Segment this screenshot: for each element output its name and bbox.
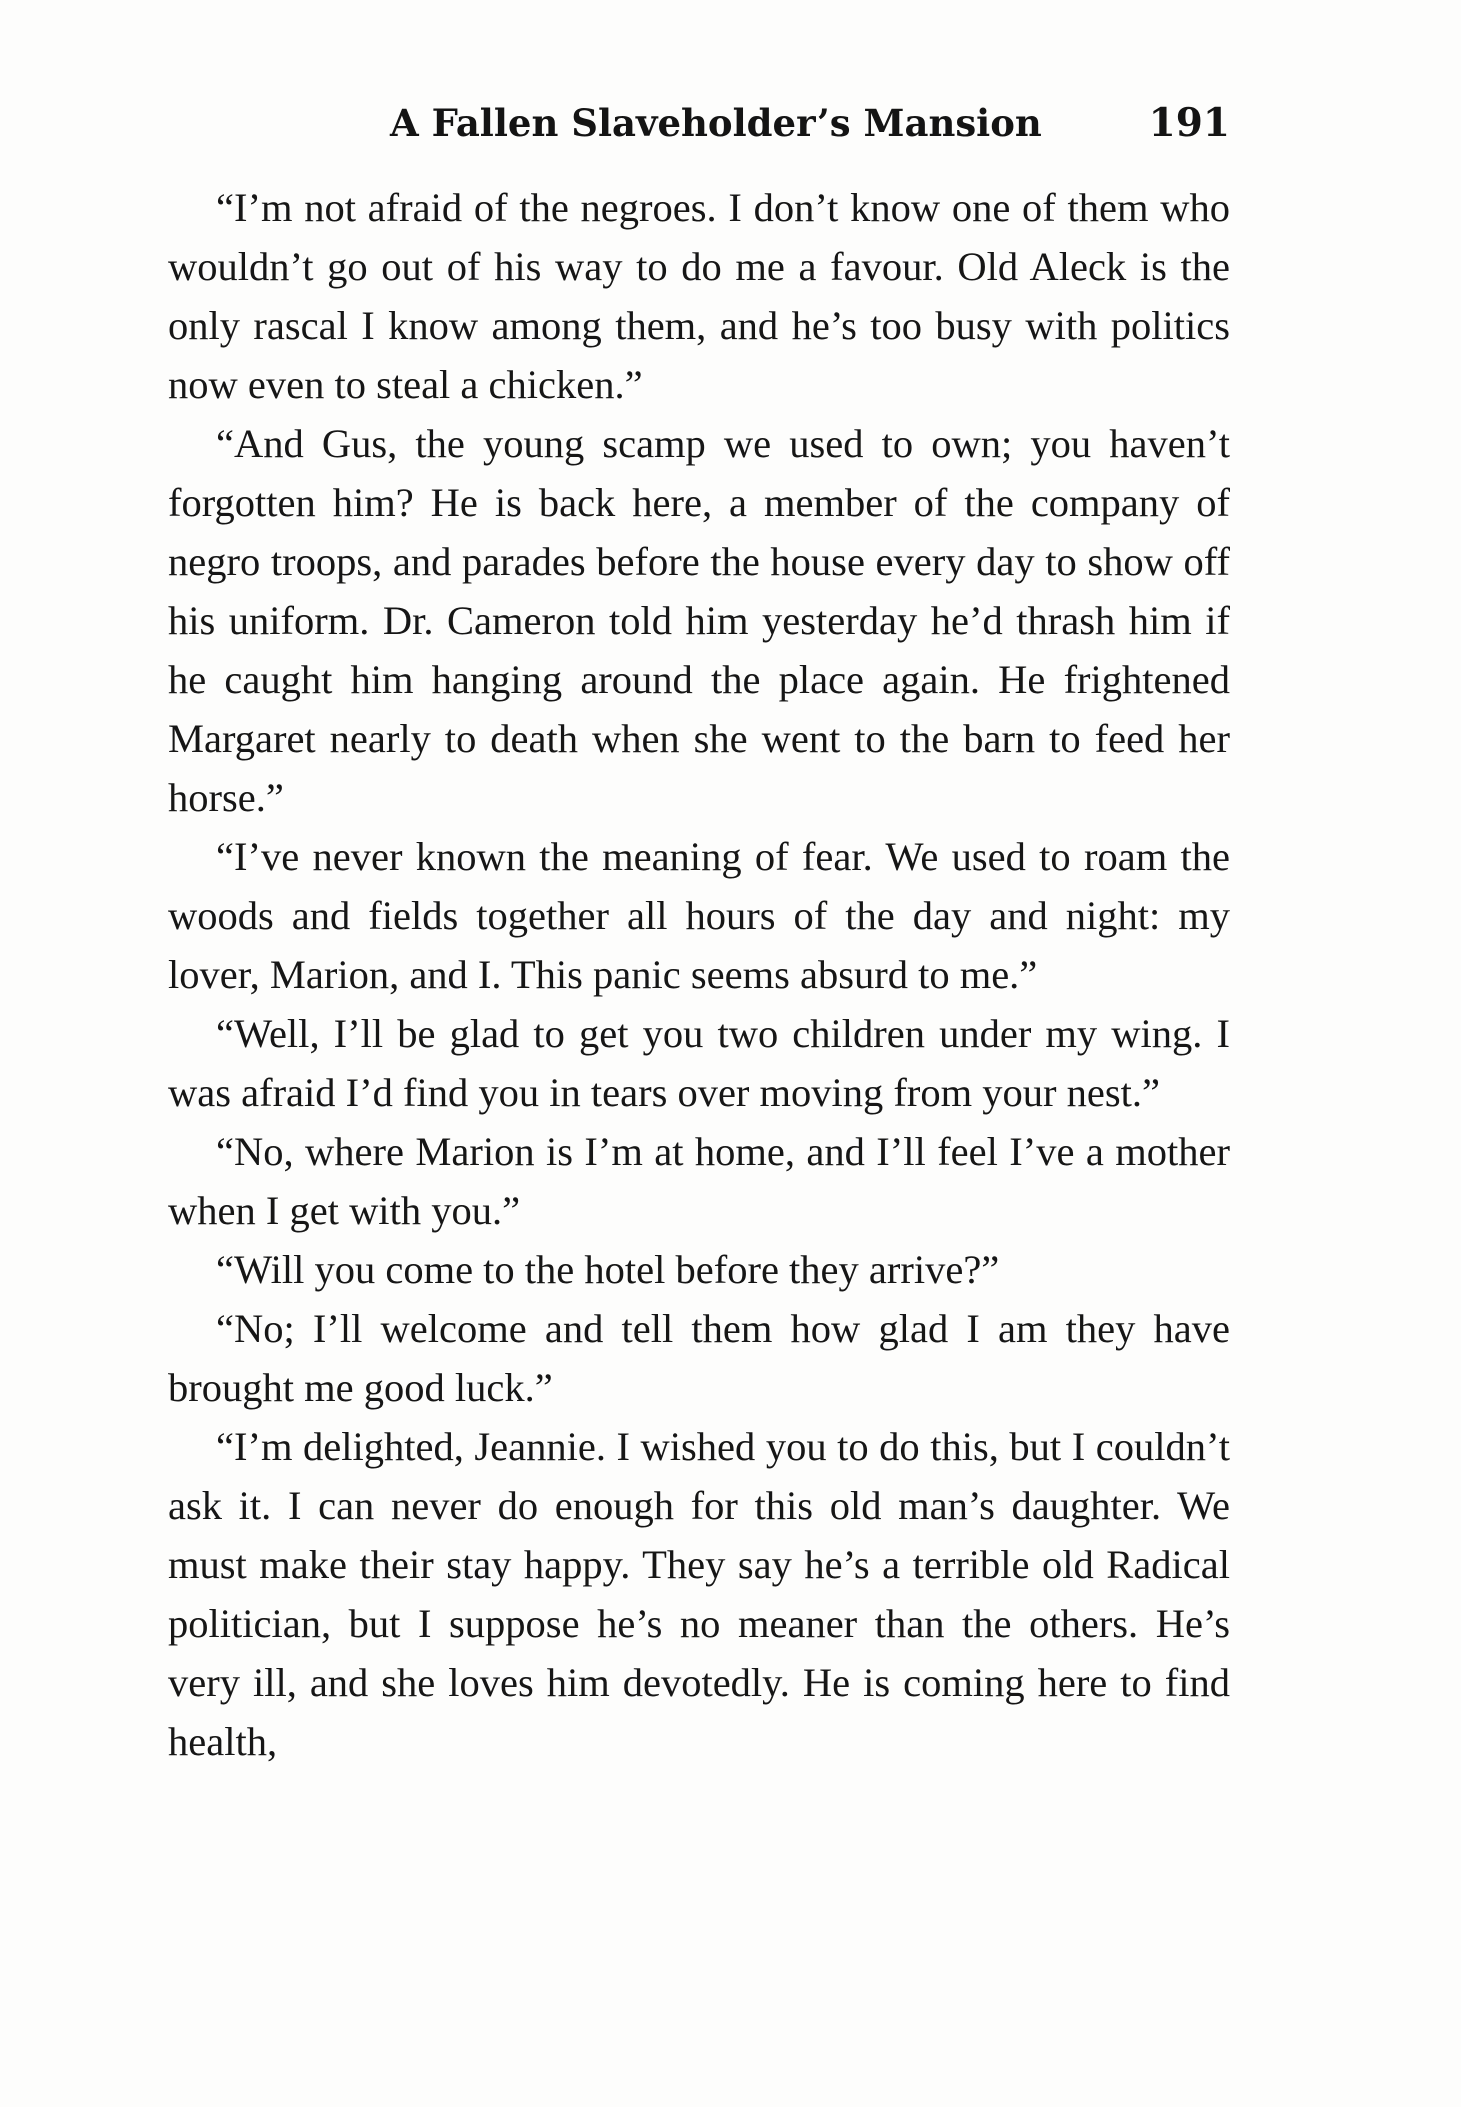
body-text [168, 178, 1230, 1771]
paragraph-3: “I’ve never known the meaning of fear. We used to roam the woods and fields together all hours of the day and night: my lover, Marion, and I. This panic seems absurd to me.” [168, 834, 1230, 997]
paragraph-2: “And Gus, the young scamp we used to own; you haven’t forgotten him? He is back here, a member of the company of negro troops, and parades before the house every day to show off his uniform. Dr. Cameron told him yesterday he’d thrash him if he caught him hanging around the place again. He frightened Margaret nearly to death when she went to the barn to feed her horse.” [168, 421, 1230, 820]
paragraph-1: “I’m not afraid of the negroes. I don’t know one of them who wouldn’t go out of his way to do me a favour. Old Aleck is the only rascal I know among them, and he’s too busy with politics now even to steal a chicken.” [168, 185, 1230, 407]
running-head [170, 98, 1230, 158]
paragraph-7: “No; I’ll welcome and tell them how glad I am they have brought me good luck.” [168, 1306, 1230, 1410]
paragraph-4: “Well, I’ll be glad to get you two children under my wing. I was afraid I’d find you in tears over moving from your nest.” [168, 1011, 1230, 1115]
running-title: A Fallen Slaveholder’s Mansion [390, 101, 1042, 145]
paragraph-5: “No, where Marion is I’m at home, and I’ll feel I’ve a mother when I get with you.” [168, 1129, 1230, 1233]
paragraph-8: “I’m delighted, Jeannie. I wished you to do this, but I couldn’t ask it. I can never do enough for this old man’s daughter. We must make their stay happy. They say he’s a terrible old Radical politician, but I suppose he’s no meaner than the others. He’s very ill, and she loves him devotedly. He is coming here to find health, [168, 1424, 1230, 1764]
page-number: 191 [1148, 100, 1230, 146]
paragraph-6: “Will you come to the hotel before they arrive?” [216, 1247, 1000, 1292]
